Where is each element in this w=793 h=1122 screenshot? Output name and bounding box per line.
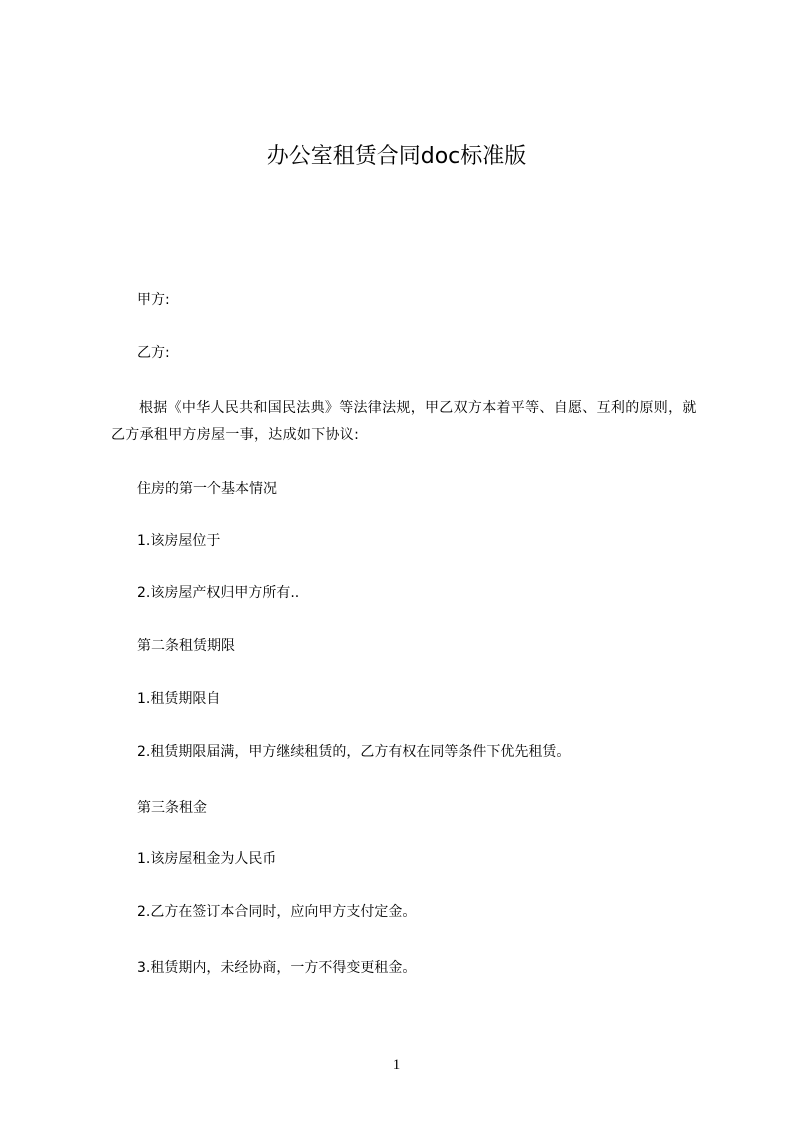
article2-heading: 第二条租赁期限 — [137, 638, 235, 654]
document-title: 办公室租赁合同doc标准版 — [266, 144, 527, 169]
party-b-label: 乙方: — [137, 345, 170, 361]
article2-item2: 2.租赁期限届满，甲方继续租赁的，乙方有权在同等条件下优先租赁。 — [137, 744, 571, 760]
article1-item1: 1.该房屋位于 — [137, 533, 221, 549]
preamble-paragraph: 根据《中华人民共和国民法典》等法律法规，甲乙双方本着平等、自愿、互利的原则，就乙方承租甲方房屋一事，达成如下协议: — [111, 400, 697, 443]
article3-item1: 1.该房屋租金为人民币 — [137, 851, 277, 867]
article2-item1: 1.租赁期限自 — [137, 691, 221, 707]
party-a-label: 甲方: — [137, 292, 170, 308]
article1-item2: 2.该房屋产权归甲方所有.. — [137, 585, 300, 601]
page-number: 1 — [392, 1057, 401, 1073]
article3-item3: 3.租赁期内，未经协商，一方不得变更租金。 — [137, 960, 417, 976]
article3-item2: 2.乙方在签订本合同时，应向甲方支付定金。 — [137, 904, 417, 920]
article3-heading: 第三条租金 — [137, 800, 207, 816]
article1-heading: 住房的第一个基本情况 — [137, 481, 277, 497]
